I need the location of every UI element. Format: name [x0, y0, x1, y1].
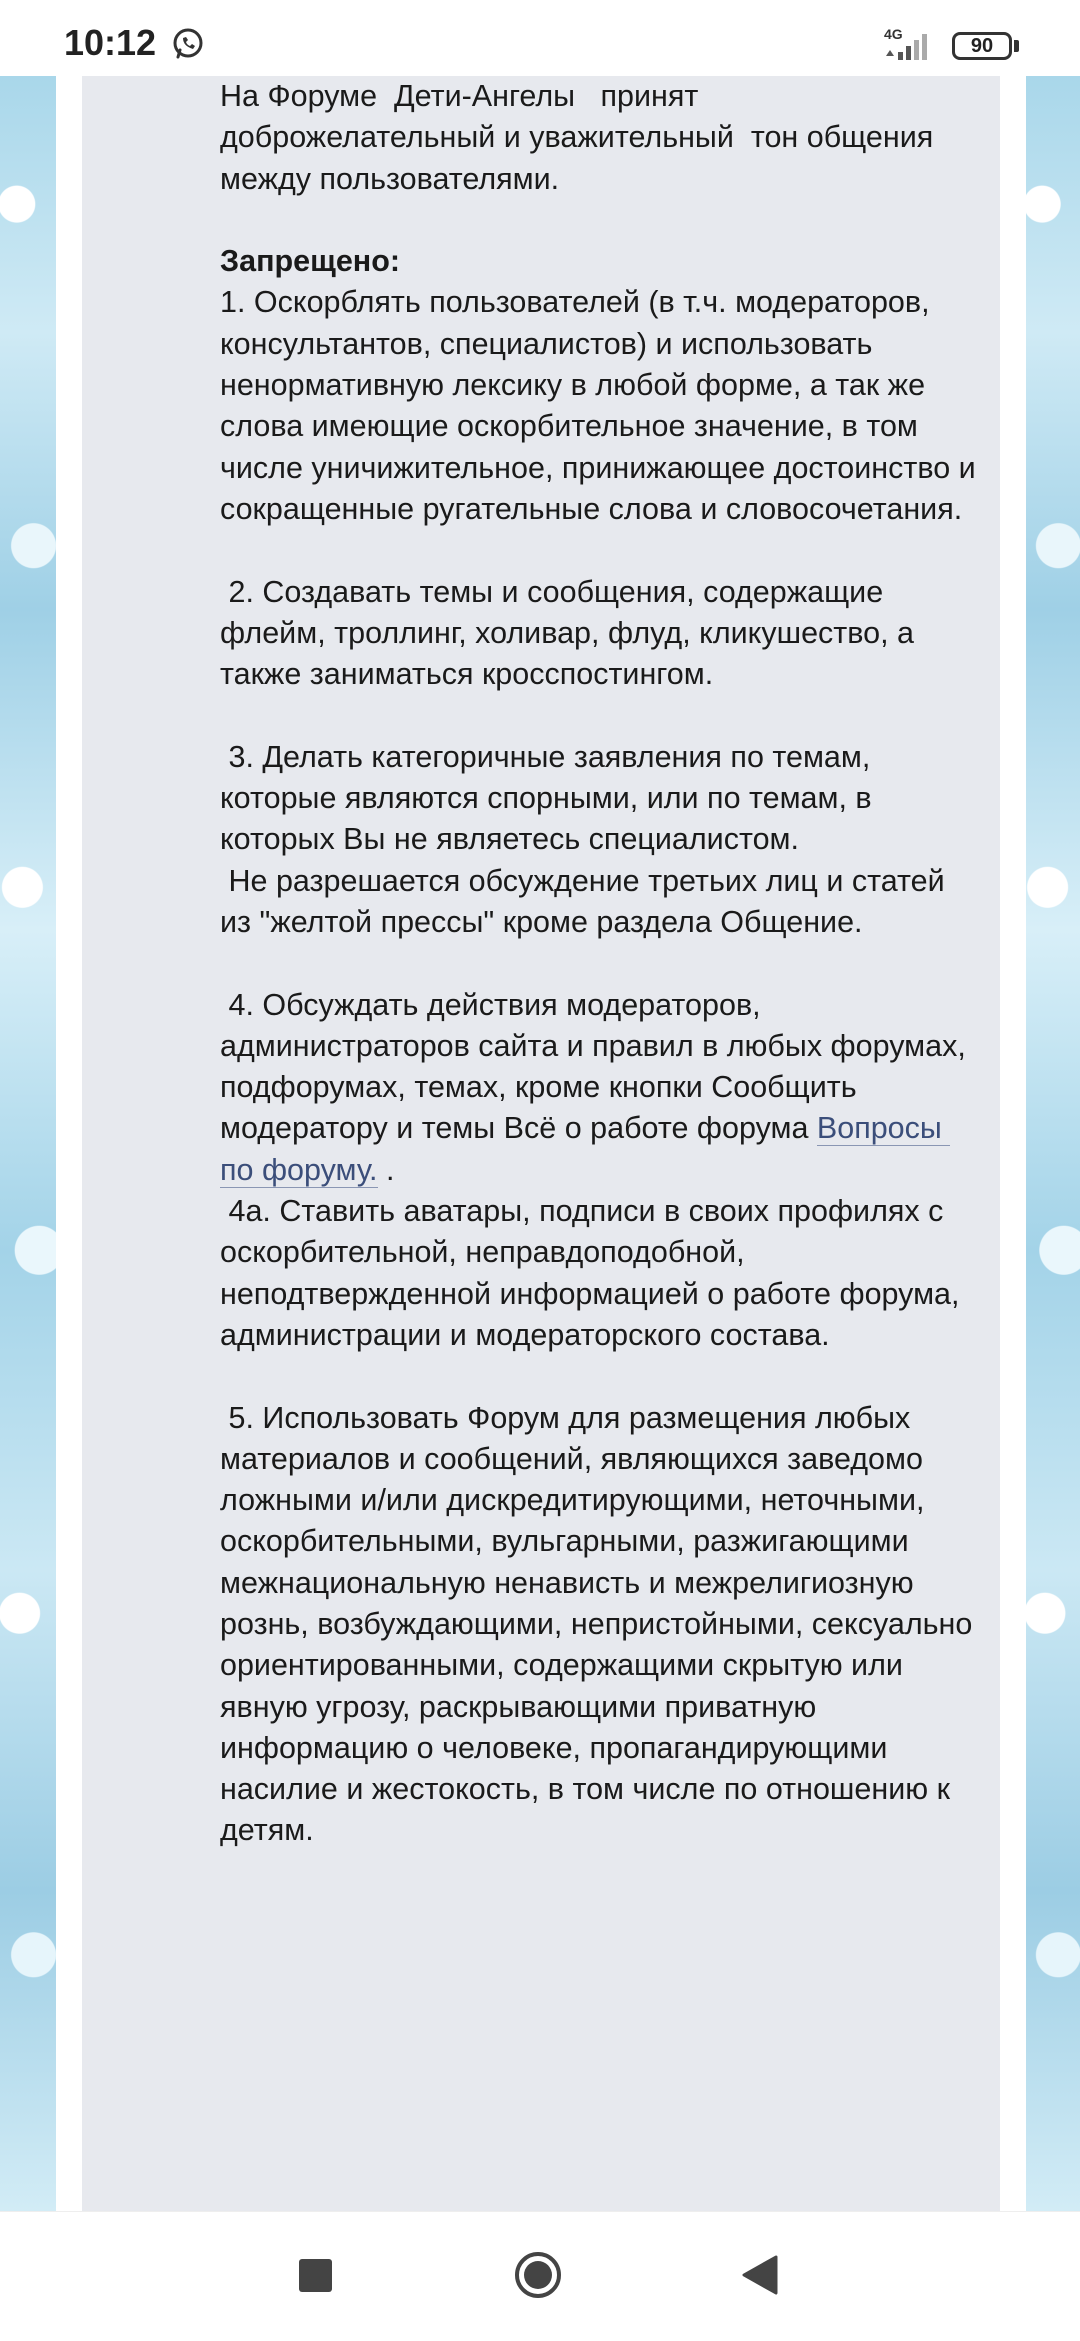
- whatsapp-icon: [170, 26, 206, 62]
- network-type: 4G: [884, 26, 903, 42]
- status-time: 10:12: [64, 22, 157, 63]
- rule-4-end: .: [377, 1152, 395, 1187]
- back-triangle-icon[interactable]: [740, 2254, 780, 2296]
- signal-icon: [884, 28, 940, 64]
- flower-background-right: [1026, 76, 1080, 2211]
- rule-4a: 4а. Ставить аватары, подписи в своих профилях с оскорбительной, неправдоподобной, неподтвержденной информацией о работе форума, администрации и модераторского состава.: [220, 1194, 968, 1352]
- page-frame-left: [56, 76, 82, 2211]
- page-frame-right: [1000, 76, 1026, 2211]
- battery-icon: [952, 32, 1012, 60]
- forum-rules-text: [220, 76, 985, 1852]
- rules-heading: Запрещено:: [220, 244, 400, 279]
- rule-3b: Не разрешается обсуждение третьих лиц и статей из "желтой прессы" кроме раздела Общение.: [220, 863, 954, 939]
- navigation-bar: [0, 2211, 1080, 2341]
- rule-2: 2. Создавать темы и сообщения, содержащие флейм, троллинг, холивар, флуд, кликушество, а также заниматься кросспостингом.: [220, 574, 923, 692]
- forum-questions-link[interactable]: Вопросы по форуму.: [220, 1111, 951, 1187]
- rule-1: 1. Оскорблять пользователей (в т.ч. модераторов, консультантов, специалистов) и использовать ненормативную лексику в любой форме, а так же слова имеющие оскорбительное значение, в том числе уничижительное, принижающее достоинство и сокращенные ругательные слова и словосочетания.: [220, 285, 985, 526]
- rule-3: 3. Делать категоричные заявления по темам, которые являются спорными, или по темам, в которых Вы не являетесь специалистом.: [220, 739, 881, 857]
- flower-background-left: [0, 76, 56, 2211]
- web-page[interactable]: [0, 76, 1080, 2211]
- rule-5: 5. Использовать Форум для размещения любых материалов и сообщений, являющихся заведомо ложными и/или дискредитирующими, неточными, оскорбительными, вульгарными, разжигающими межнациональную ненависть и межрелигиозную рознь, возбуждающими, непристойными, сексуально ориентированными, содержащими скрытую или явную угрозу, раскрывающими приватную информацию о человеке, пропагандирующими насилие и жестокость, в том числе по отношению к детям.: [220, 1400, 981, 1848]
- recents-square-icon[interactable]: [299, 2259, 332, 2292]
- home-circle-icon[interactable]: [513, 2250, 563, 2300]
- rule-4-text: 4. Обсуждать действия модераторов, администраторов сайта и правил в любых форумах, подфорумах, темах, кроме кнопки Сообщить модератору и темы Всё о работе форума: [220, 987, 975, 1146]
- battery-level: 90: [970, 35, 994, 57]
- status-bar: [0, 0, 1080, 76]
- battery-tip: [1014, 40, 1019, 52]
- rule-4: [220, 985, 980, 1191]
- rules-intro: На Форуме Дети-Ангелы принят доброжелательный и уважительный тон общения между пользователями.: [220, 79, 942, 196]
